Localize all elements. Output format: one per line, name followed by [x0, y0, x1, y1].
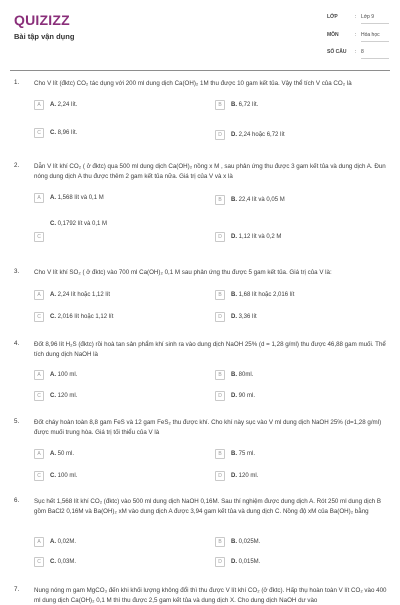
option-letter-box[interactable]: C [34, 232, 44, 242]
question-number: 2. [14, 162, 20, 169]
option-letter-box[interactable]: B [215, 290, 225, 300]
option-letter-box[interactable]: C [34, 128, 44, 138]
meta-class-label: LỚP [327, 14, 338, 20]
option-label: A. [50, 194, 56, 201]
option-text: 120 ml. [238, 472, 259, 479]
option-label: B. [231, 450, 237, 457]
option-text: 100 ml. [57, 371, 78, 378]
option-letter-box[interactable]: A [34, 290, 44, 300]
meta-count-value: 8 [361, 49, 364, 55]
option-letter-box[interactable]: A [34, 449, 44, 459]
option-letter-box[interactable]: A [34, 370, 44, 380]
worksheet-meta [327, 14, 391, 67]
option-text: 90 ml. [238, 392, 256, 399]
meta-colon: : [355, 14, 357, 20]
option-letter-box[interactable]: D [215, 232, 225, 242]
option-text: 8,96 lít. [57, 129, 78, 136]
worksheet-header [0, 0, 400, 70]
option-text: 0,015M. [238, 558, 261, 565]
option-letter-box[interactable]: D [215, 391, 225, 401]
option-text: 1,12 lít và 0,2 M [238, 233, 282, 240]
option-label: C. [50, 558, 56, 565]
question-number: 3. [14, 268, 20, 275]
option-text: 75 ml. [238, 450, 256, 457]
question-text: Sục hết 1,568 lít khí CO₂ (đktc) vào 500 ml dung dịch NaOH 0,16M. Sau thí nghiệm được dung dịch A. Rót 250 ml dung dịch B gồm BaCl2 0,16M và Ba(OH)₂ xM vào dung dịch A được 3,94 gam kết tủa và dung dịch C. Nồng độ xM của Ba(OH)₂ bằng [34, 498, 381, 515]
option-text: 50 ml. [57, 450, 75, 457]
option-letter-box[interactable]: B [215, 195, 225, 205]
option-label: D. [231, 558, 237, 565]
option-label: D. [231, 313, 237, 320]
meta-colon: : [355, 31, 357, 38]
quizizz-logo: QUIZIZZ [14, 12, 70, 28]
question-text: Đốt cháy hoàn toàn 8,8 gam FeS và 12 gam FeS₂ thu được khí. Cho khí này sục vào V ml dung dịch NaOH 25% (d=1,28 g/ml) được muối trung hòa. Giá trị tối thiểu của V là [34, 419, 382, 436]
meta-underline [361, 58, 389, 59]
question-number: 5. [14, 418, 20, 425]
meta-underline [361, 41, 389, 42]
option-label: D. [231, 472, 237, 479]
option-text: 2,016 lít hoặc 1,12 lít [57, 313, 114, 320]
question-text: Cho V lít (đktc) CO₂ tác dụng với 200 ml dung dịch Ca(OH)₂ 1M thu được 10 gam kết tủa. Vậy thể tích V của CO₂ là [34, 80, 352, 87]
option-letter-box[interactable]: B [215, 370, 225, 380]
option-label: B. [231, 291, 237, 298]
option-letter-box[interactable]: C [34, 391, 44, 401]
option-label: A. [50, 450, 56, 457]
option-text: 0,02M. [57, 538, 77, 545]
option-label: B. [231, 196, 237, 203]
option-letter-box[interactable]: A [34, 193, 44, 203]
option-text: 1,568 lít và 0,1 M [57, 194, 104, 201]
meta-class-value: Lớp 9 [361, 14, 375, 20]
option-letter-box[interactable]: D [215, 471, 225, 481]
question-text: Nung nóng m gam MgCO₃ đến khi khối lượng không đổi thì thu được V lít khí CO₂ (ở đktc). Hấp thụ hoàn toàn V lít CO₂ vào 400 ml dung dịch Ca(OH)₂ 0,1 M thì thu được 2,5 gam kết tủa và dung dịch X. Cho dung dịch NaOH dư vào [34, 587, 387, 604]
question-text: Dẫn V lít khí CO₂ ( ở đktc) qua 500 ml dung dịch Ca(OH)₂ nồng x M , sau phản ứng thu được 3 gam kết tủa và dung dịch A. Đun nóng dung dịch A thu được thêm 2 gam kết tủa nữa. Giá trị của V và x là [34, 163, 386, 180]
option-text: 100 ml. [57, 472, 78, 479]
option-label: C. [50, 220, 56, 227]
option-text: 22,4 lít và 0,05 M [238, 196, 285, 203]
meta-subject-label: MÔN [327, 31, 339, 38]
question-number: 1. [14, 79, 20, 86]
header-divider [10, 70, 390, 71]
meta-subject-value: Hóa học [361, 31, 380, 38]
option-label: C. [50, 392, 56, 399]
option-text: 0,025M. [238, 538, 261, 545]
option-letter-box[interactable]: B [215, 537, 225, 547]
question-number: 7. [14, 586, 20, 593]
option-label: B. [231, 371, 237, 378]
option-label: A. [50, 291, 56, 298]
question-text: Cho V lít khí SO₂ ( ở đktc) vào 700 ml Ca(OH)₂ 0,1 M sau phản ứng thu được 5 gam kết tủa. Giá trị của V là: [34, 269, 332, 276]
option-text: 0,1792 lít và 0,1 M [57, 220, 108, 227]
option-letter-box[interactable]: A [34, 100, 44, 110]
option-label: D. [231, 131, 237, 138]
option-label: B. [231, 538, 237, 545]
option-text: 0,03M. [57, 558, 77, 565]
option-letter-box[interactable]: D [215, 557, 225, 567]
option-text: 6,72 lít. [238, 101, 259, 108]
option-label: D. [231, 392, 237, 399]
meta-count-row [327, 49, 391, 67]
option-label: B. [231, 101, 237, 108]
option-label: C. [50, 472, 56, 479]
question-text: Đốt 8,96 lít H₂S (đktc) rồi hoà tan sản phẩm khí sinh ra vào dung dịch NaOH 25% (d = 1,28 g/ml) thu được 46,88 gam muối. Thể tích dung dịch NaOH là [34, 341, 386, 358]
option-text: 2,24 hoặc 6,72 lít [238, 131, 285, 138]
option-text: 2,24 lít hoặc 1,12 lít [57, 291, 111, 298]
meta-colon: : [355, 49, 357, 55]
option-letter-box[interactable]: D [215, 130, 225, 140]
meta-subject-row [327, 32, 391, 50]
meta-count-label: SỐ CÂU [327, 49, 347, 55]
option-letter-box[interactable]: C [34, 312, 44, 322]
option-label: A. [50, 538, 56, 545]
option-label: A. [50, 101, 56, 108]
option-letter-box[interactable]: A [34, 537, 44, 547]
meta-class-row [327, 14, 391, 32]
option-label: A. [50, 371, 56, 378]
option-letter-box[interactable]: B [215, 449, 225, 459]
option-label: C. [50, 313, 56, 320]
option-label: D. [231, 233, 237, 240]
option-text: 120 ml. [57, 392, 78, 399]
option-text: 2,24 lít. [57, 101, 78, 108]
option-text: 1,68 lít hoặc 2,016 lít [238, 291, 295, 298]
question-number: 4. [14, 340, 20, 347]
option-letter-box[interactable]: C [34, 557, 44, 567]
option-letter-box[interactable]: D [215, 312, 225, 322]
option-letter-box[interactable]: C [34, 471, 44, 481]
meta-underline [361, 23, 389, 24]
option-text: 80ml. [238, 371, 254, 378]
question-number: 6. [14, 497, 20, 504]
option-text: 3,36 lít [238, 313, 257, 320]
option-letter-box[interactable]: B [215, 100, 225, 110]
worksheet-title: Bài tập vận dụng [14, 32, 75, 41]
option-label: C. [50, 129, 56, 136]
